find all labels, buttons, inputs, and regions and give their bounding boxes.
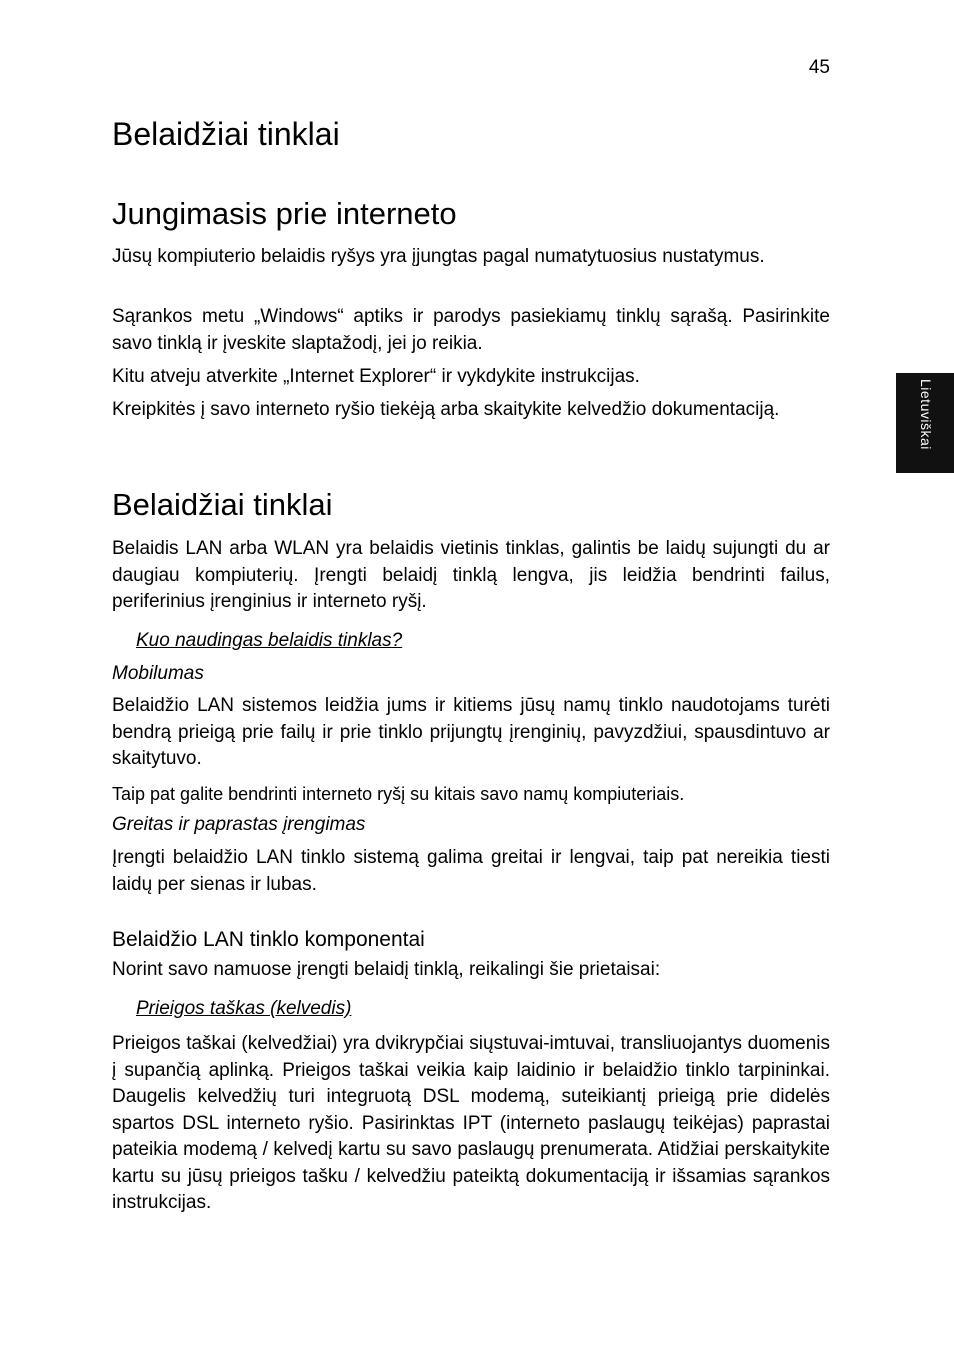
internet-paragraph-4: Kreipkitės į savo interneto ryšio tiekėją arba skaitykite kelvedžio dokumentaciją.	[112, 399, 780, 420]
section-wireless-title: Belaidžiai tinklai	[112, 487, 333, 522]
mobility-text-2: Taip pat galite bendrinti interneto ryšį su kitais savo namų kompiuteriais.	[112, 784, 685, 804]
mobility-text: Belaidžio LAN sistemos leidžia jums ir kitiems jūsų namų tinklo naudotojams turėti bendrą prieigą prie failų ir prie tinklo prijungtų įrenginių, pavyzdžiui, spausdintuvo ar skaitytuvo.	[112, 695, 830, 769]
access-point-heading-link[interactable]: Prieigos taškas (kelvedis)	[136, 998, 352, 1019]
language-side-tab	[896, 373, 954, 473]
internet-paragraph-2: Sąrankos metu „Windows“ aptiks ir parodys pasiekiamų tinklų sąrašą. Pasirinkite savo tinklą ir įveskite slaptažodį, jei jo reikia.	[112, 306, 830, 354]
section-components-title: Belaidžio LAN tinklo komponentai	[112, 928, 425, 951]
components-intro: Norint savo namuose įrengti belaidį tinklą, reikalingi šie prietaisai:	[112, 959, 661, 980]
page-number: 45	[808, 57, 830, 78]
setup-heading: Greitas ir paprastas įrengimas	[112, 814, 366, 835]
language-side-tab-label: Lietuviškai	[918, 379, 934, 450]
section-internet-title: Jungimasis prie interneto	[112, 196, 457, 231]
benefits-heading-link[interactable]: Kuo naudingas belaidis tinklas?	[136, 630, 403, 651]
mobility-heading: Mobilumas	[112, 663, 204, 684]
internet-paragraph-3: Kitu atveju atverkite „Internet Explorer“ ir vykdykite instrukcijas.	[112, 366, 640, 387]
access-point-text: Prieigos taškai (kelvedžiai) yra dvikrypčiai siųstuvai-imtuvai, transliuojantys duomenis į supančią aplinką. Prieigos taškai veikia kaip laidinio ir belaidžio tinklo tarpininkai. Daugelis kelvedžių turi integruotą DSL modemą, suteikiantį prieigą prie didelės spartos DSL interneto ryšio. Pasirinktas IPT (interneto paslaugų teikėjas) paprastai pateikia modemą / kelvedį kartu su savo paslaugų prenumerata. Atidžiai perskaitykite kartu su jūsų prieigos tašku / kelvedžiu pateiktą dokumentaciją ir išsamias sąrankos instrukcijas.	[112, 1033, 830, 1213]
setup-text: Įrengti belaidžio LAN tinklo sistemą galima greitai ir lengvai, taip pat nereikia tiesti laidų per sienas ir lubas.	[112, 847, 830, 895]
chapter-title: Belaidžiai tinklai	[112, 116, 340, 152]
internet-paragraph-1: Jūsų kompiuterio belaidis ryšys yra įjungtas pagal numatytuosius nustatymus.	[112, 246, 765, 267]
wireless-intro: Belaidis LAN arba WLAN yra belaidis vietinis tinklas, galintis be laidų sujungti du ar daugiau kompiuterių. Įrengti belaidį tinklą lengva, jis leidžia bendrinti failus, periferinius įrenginius ir interneto ryšį.	[112, 538, 830, 612]
